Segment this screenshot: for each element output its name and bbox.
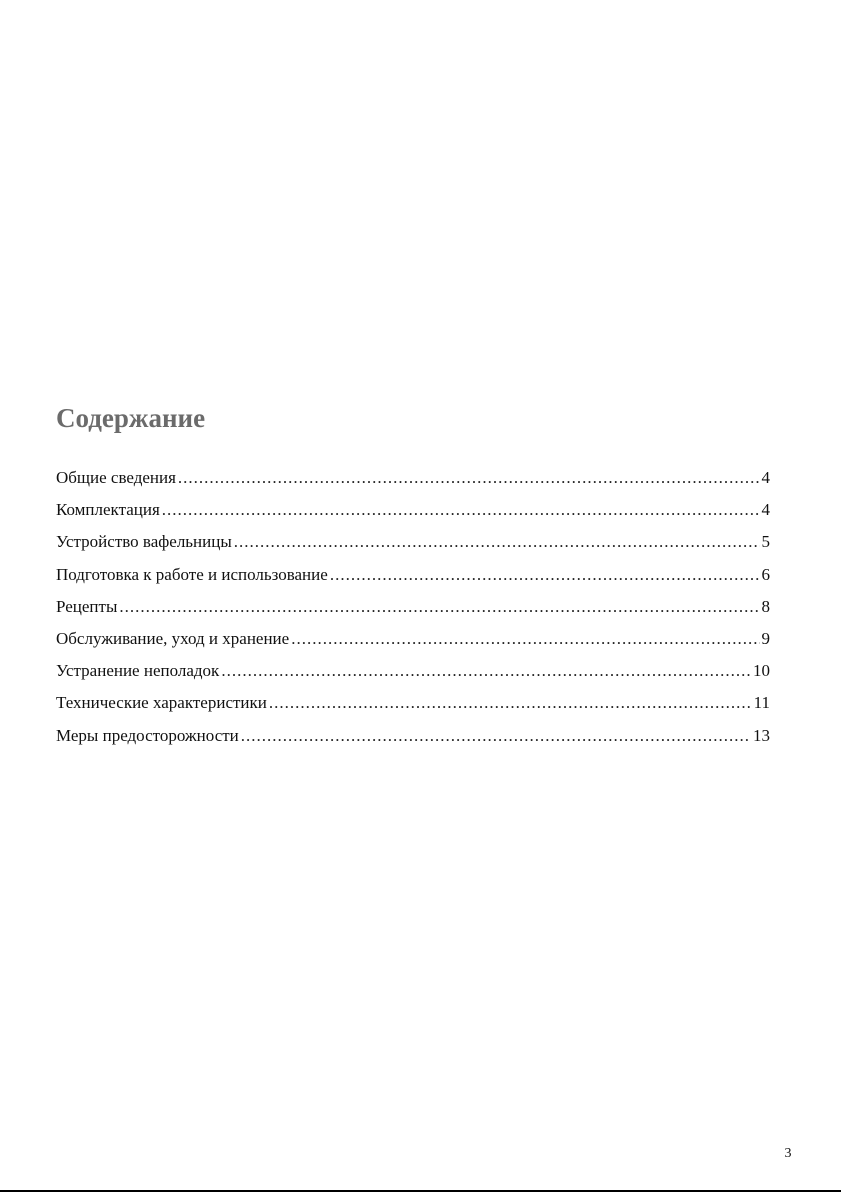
- toc-entry-safety-precautions[interactable]: [56, 720, 770, 752]
- toc-entry-title: Устранение неполадок: [56, 661, 220, 681]
- table-of-contents: [56, 462, 770, 752]
- toc-entry-device-layout[interactable]: [56, 526, 770, 558]
- toc-dot-leader: [178, 462, 760, 494]
- bottom-rule: [0, 1190, 841, 1192]
- toc-dot-leader: [269, 687, 752, 719]
- toc-entry-specifications[interactable]: [56, 687, 770, 719]
- toc-entry-page: 11: [753, 693, 770, 713]
- page-number: 3: [784, 1146, 792, 1161]
- toc-entry-title: Технические характеристики: [56, 693, 267, 713]
- toc-entry-page: 10: [753, 661, 770, 681]
- toc-entry-page: 5: [761, 532, 770, 552]
- toc-entry-page: 8: [761, 596, 770, 616]
- toc-dot-leader: [221, 655, 751, 687]
- toc-dot-leader: [162, 494, 760, 526]
- toc-entry-title: Подготовка к работе и использование: [56, 564, 328, 584]
- toc-entry-title: Обслуживание, уход и хранение: [56, 628, 290, 648]
- toc-dot-leader: [234, 526, 760, 558]
- toc-entry-package-contents[interactable]: [56, 494, 770, 526]
- toc-entry-maintenance-care-storage[interactable]: [56, 623, 770, 655]
- toc-entry-troubleshooting[interactable]: [56, 655, 770, 687]
- toc-entry-preparation-and-use[interactable]: [56, 559, 770, 591]
- toc-dot-leader: [330, 559, 760, 591]
- toc-entry-page: 13: [753, 725, 770, 745]
- toc-entry-title: Устройство вафельницы: [56, 532, 232, 552]
- toc-entry-general-info[interactable]: [56, 462, 770, 494]
- toc-entry-page: 9: [761, 628, 770, 648]
- toc-entry-recipes[interactable]: [56, 591, 770, 623]
- page-title: Содержание: [56, 403, 206, 433]
- toc-entry-title: Общие сведения: [56, 468, 176, 487]
- toc-entry-page: 6: [761, 564, 770, 584]
- toc-entry-title: Рецепты: [56, 596, 118, 616]
- toc-entry-title: Меры предосторожности: [56, 725, 239, 745]
- toc-entry-page: 4: [761, 500, 770, 520]
- toc-entry-title: Комплектация: [56, 500, 160, 520]
- toc-dot-leader: [291, 623, 759, 655]
- toc-entry-page: 4: [761, 468, 770, 487]
- toc-dot-leader: [119, 591, 759, 623]
- toc-dot-leader: [241, 720, 751, 752]
